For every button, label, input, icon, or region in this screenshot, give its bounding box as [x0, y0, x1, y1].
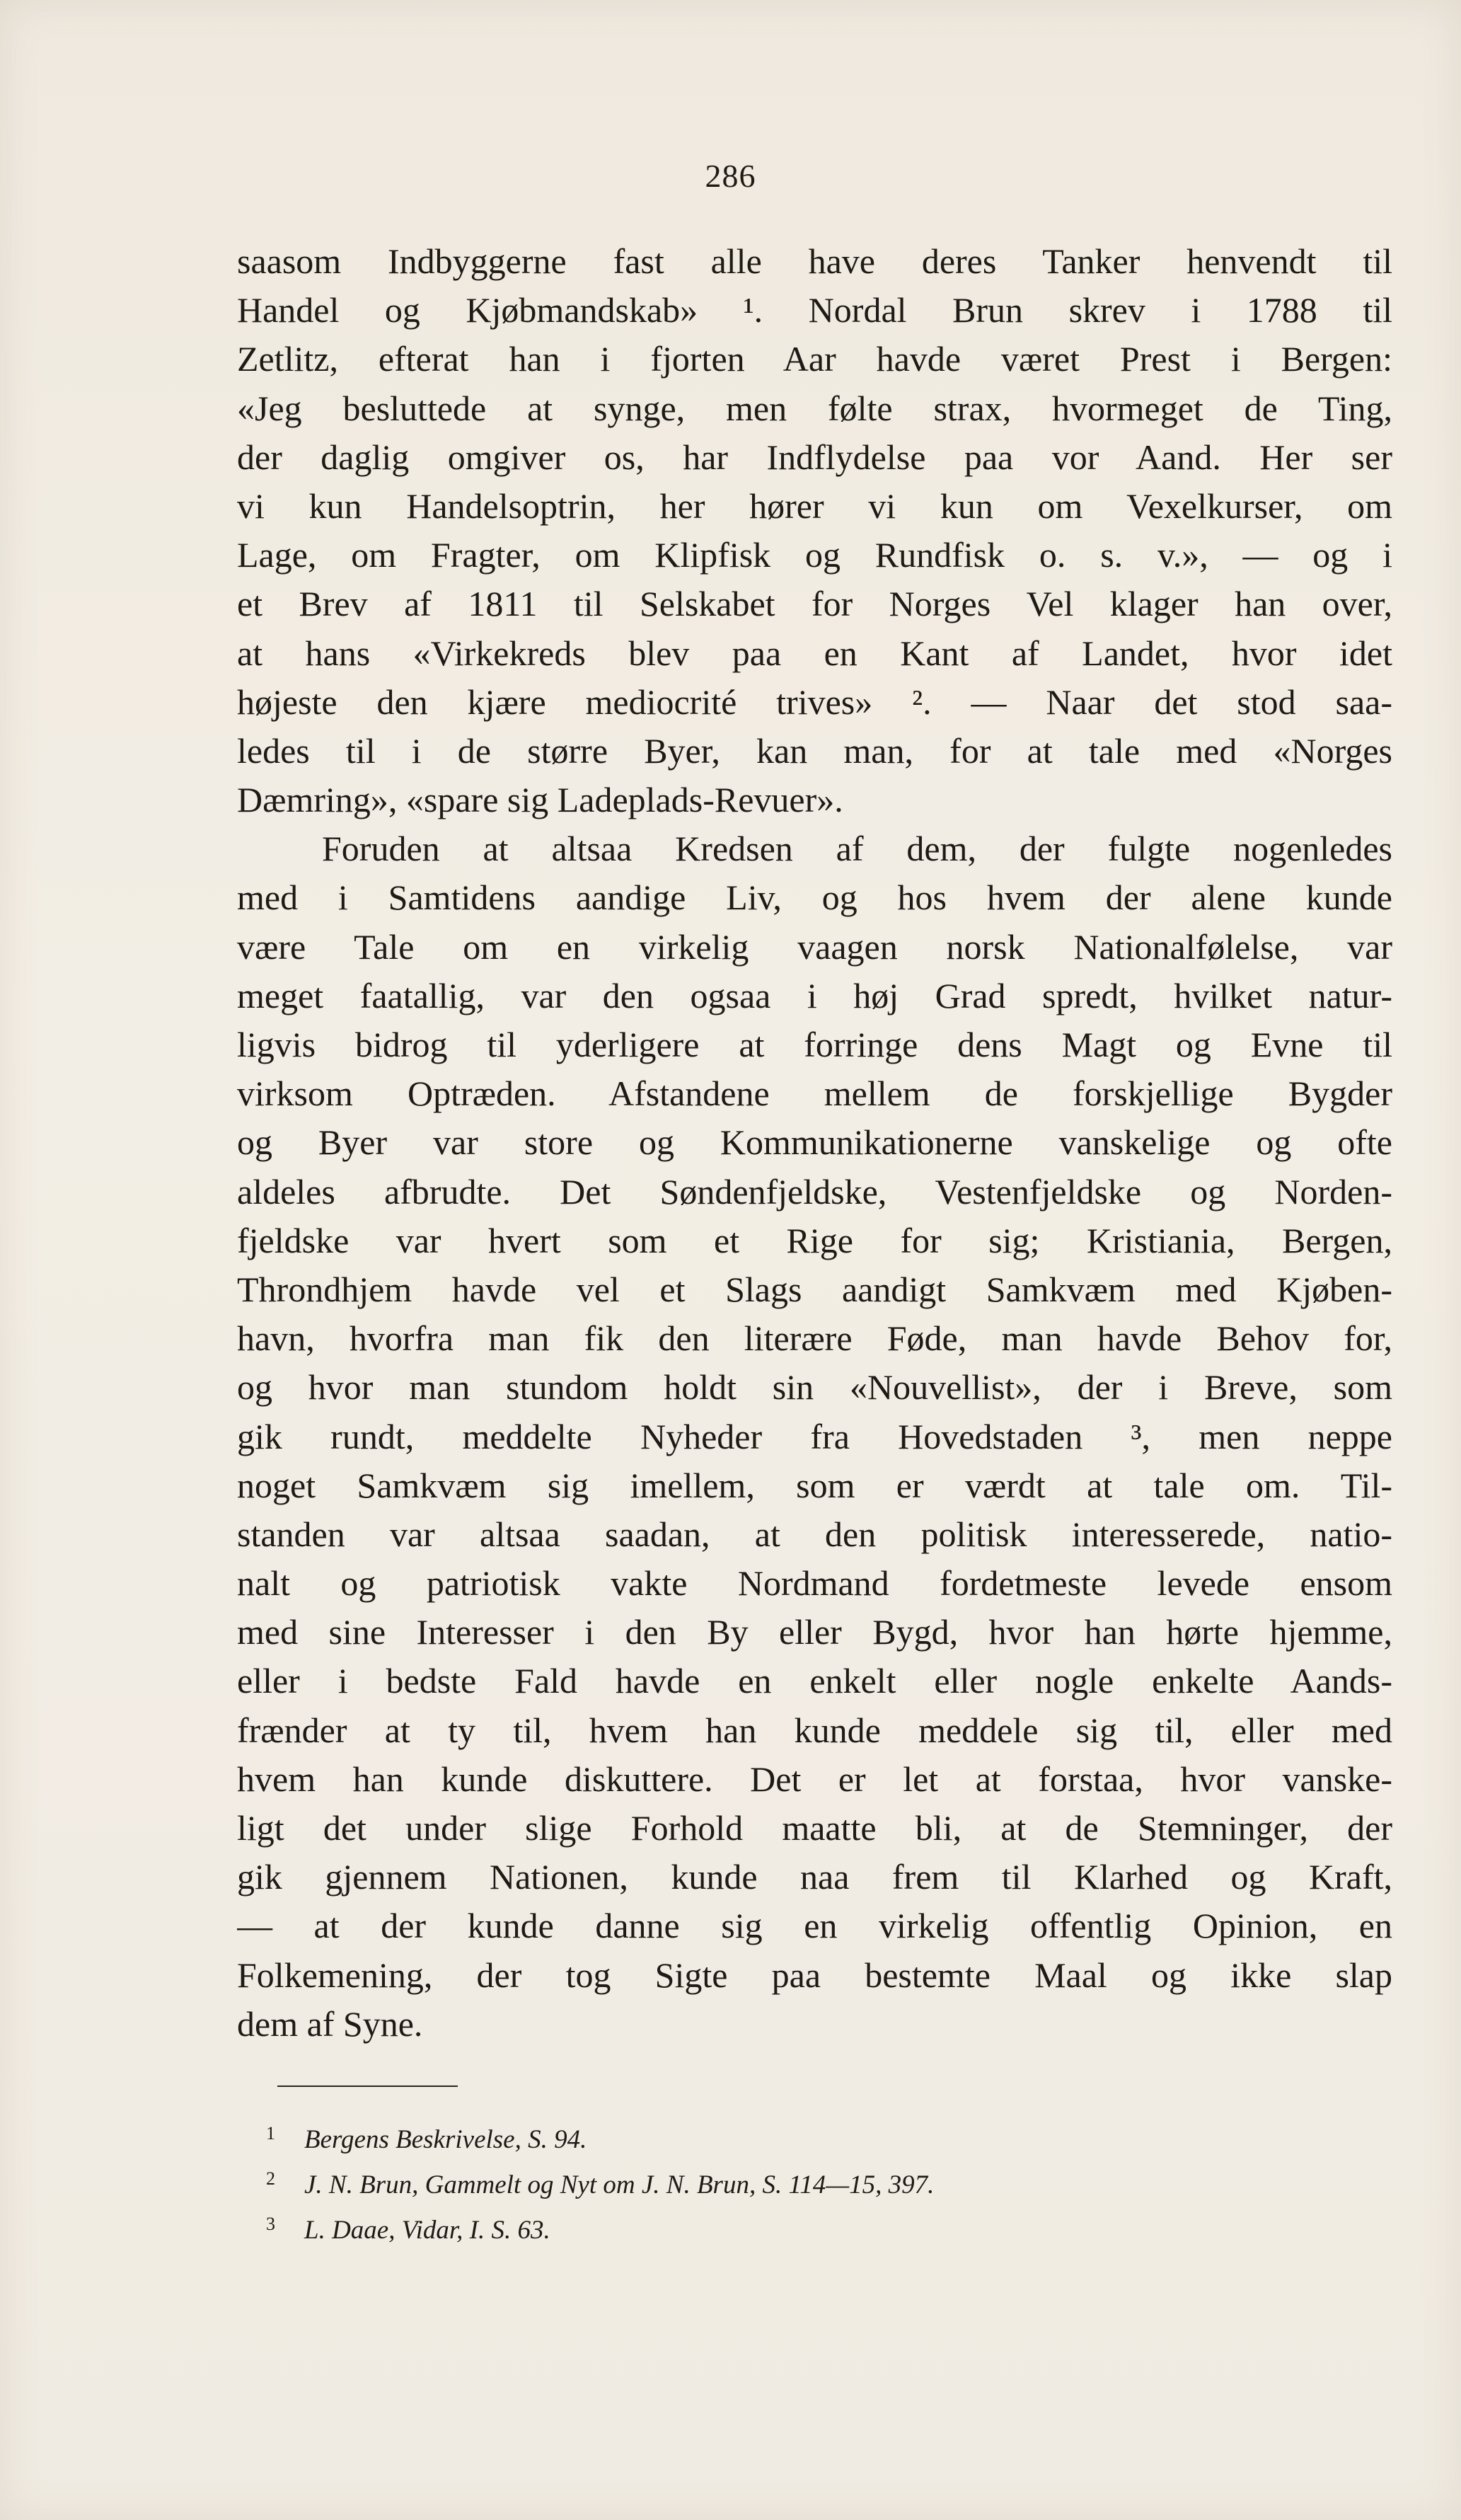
body-text — [237, 237, 1392, 2049]
footnote-text: L. Daae, Vidar, I. S. 63. — [304, 2216, 550, 2245]
page-number: 286 — [705, 158, 756, 194]
footnote — [266, 2156, 1327, 2202]
text-line: og Byer var store og Kommunikationerne vanskelige og ofte — [237, 1122, 1392, 1163]
text-line: ledes til i de større Byer, kan man, for at tale med «Norges — [237, 730, 1392, 771]
text-line: nalt og patriotisk vakte Nordmand fordetmeste levede ensom — [237, 1563, 1392, 1604]
text-line: virksom Optræden. Afstandene mellem de forskjellige Bygder — [237, 1074, 1392, 1114]
text-line: Dæmring», «spare sig Ladeplads-Revuer». — [237, 780, 843, 820]
footnote-divider — [277, 2085, 458, 2087]
text-line: Foruden at altsaa Kredsen af dem, der fulgte nogenledes — [322, 829, 1392, 869]
text-line: saasom Indbyggerne fast alle have deres Tanker henvendt til — [237, 241, 1392, 281]
text-line: aldeles afbrudte. Det Søndenfjeldske, Vestenfjeldske og Norden- — [237, 1171, 1392, 1212]
text-line: — at der kunde danne sig en virkelig offentlig Opinion, en — [237, 1906, 1392, 1946]
footnote-text: J. N. Brun, Gammelt og Nyt om J. N. Brun, S. 114—15, 397. — [304, 2170, 935, 2199]
footnote-mark: 2 — [266, 2168, 275, 2189]
text-line: et Brev af 1811 til Selskabet for Norges Vel klager han over, — [237, 584, 1392, 624]
text-line: gik rundt, meddelte Nyheder fra Hovedstaden ³, men neppe — [237, 1416, 1392, 1456]
text-line: ligt det under slige Forhold maatte bli, at de Stemninger, der — [237, 1808, 1392, 1848]
text-line: hvem han kunde diskuttere. Det er let at forstaa, hvor vanske- — [237, 1759, 1392, 1799]
text-line: med sine Interesser i den By eller Bygd, hvor han hørte hjemme, — [237, 1612, 1392, 1652]
footnote — [266, 2202, 1327, 2247]
text-line: dem af Syne. — [237, 2003, 423, 2044]
text-line: Throndhjem havde vel et Slags aandigt Samkvæm med Kjøben- — [237, 1269, 1392, 1309]
text-line: havn, hvorfra man fik den literære Føde, man havde Behov for, — [237, 1318, 1392, 1359]
footnote-text: Bergens Beskrivelse, S. 94. — [304, 2125, 587, 2154]
text-line: der daglig omgiver os, har Indflydelse paa vor Aand. Her ser — [237, 437, 1392, 477]
text-line: at hans «Virkekreds blev paa en Kant af Landet, hvor idet — [237, 633, 1392, 673]
footnotes — [266, 2111, 1327, 2247]
text-line: være Tale om en virkelig vaagen norsk Nationalfølelse, var — [237, 926, 1392, 967]
footnote — [266, 2111, 1327, 2156]
text-line: Folkemening, der tog Sigte paa bestemte Maal og ikke slap — [237, 1955, 1392, 1995]
text-line: meget faatallig, var den ogsaa i høj Grad spredt, hvilket natur- — [237, 975, 1392, 1016]
text-line: vi kun Handelsoptrin, her hører vi kun om Vexelkurser, om — [237, 485, 1392, 526]
text-line: frænder at ty til, hvem han kunde meddele sig til, eller med — [237, 1710, 1392, 1750]
text-line: og hvor man stundom holdt sin «Nouvellist», der i Breve, som — [237, 1367, 1392, 1408]
text-line: standen var altsaa saadan, at den politisk interesserede, natio- — [237, 1514, 1392, 1554]
text-line: fjeldske var hvert som et Rige for sig; Kristiania, Bergen, — [237, 1220, 1392, 1260]
text-line: Zetlitz, efterat han i fjorten Aar havde været Prest i Bergen: — [237, 339, 1392, 379]
text-line: noget Samkvæm sig imellem, som er værdt at tale om. Til- — [237, 1465, 1392, 1505]
text-line: eller i bedste Fald havde en enkelt eller nogle enkelte Aands- — [237, 1661, 1392, 1701]
text-line: «Jeg besluttede at synge, men følte strax, hvormeget de Ting, — [237, 388, 1392, 428]
text-line: højeste den kjære mediocrité trives» ². — Naar det stod saa- — [237, 681, 1392, 722]
text-line: Handel og Kjøbmandskab» ¹. Nordal Brun skrev i 1788 til — [237, 290, 1392, 330]
footnote-mark: 1 — [266, 2123, 275, 2144]
footnote-mark: 3 — [266, 2214, 275, 2234]
text-line: med i Samtidens aandige Liv, og hos hvem der alene kunde — [237, 878, 1392, 918]
text-line: gik gjennem Nationen, kunde naa frem til Klarhed og Kraft, — [237, 1857, 1392, 1897]
text-line: ligvis bidrog til yderligere at forringe dens Magt og Evne til — [237, 1025, 1392, 1064]
text-line: Lage, om Fragter, om Klipfisk og Rundfisk o. s. v.», — og i — [237, 535, 1392, 575]
